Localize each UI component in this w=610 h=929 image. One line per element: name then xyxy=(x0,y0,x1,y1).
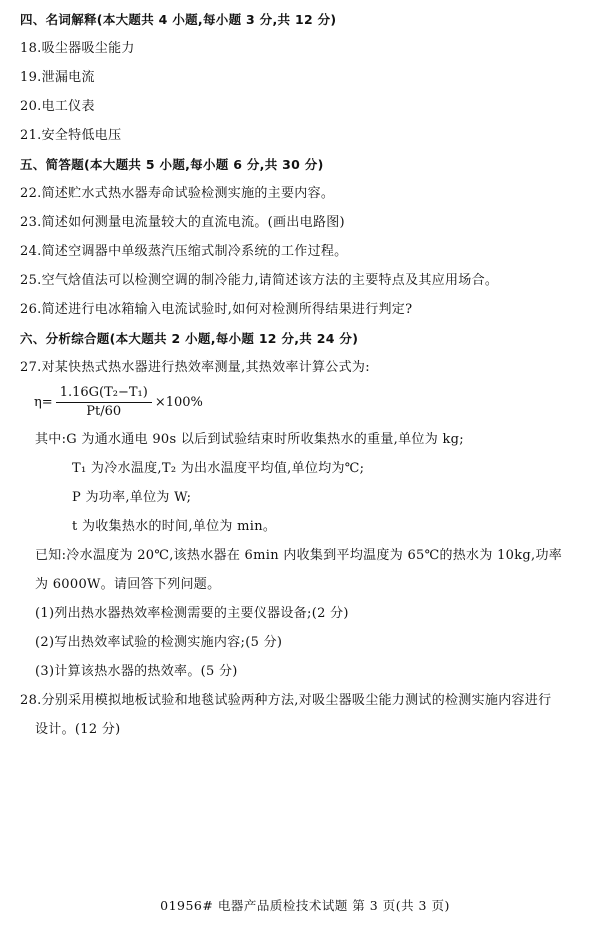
page-footer: 01956# 电器产品质检技术试题 第 3 页(共 3 页) xyxy=(160,898,450,913)
given-line-2: 为 6000W。请回答下列问题。 xyxy=(35,577,221,592)
efficiency-formula xyxy=(34,385,203,420)
formula-lhs: η= xyxy=(34,395,53,410)
formula-where-g: 其中:G 为通水通电 90s 以后到试验结束时所收集热水的重量,单位为 kg; xyxy=(35,432,464,447)
question-27-intro: 27.对某快热式热水器进行热效率测量,其热效率计算公式为: xyxy=(20,360,370,375)
question-23: 23.简述如何测量电流量较大的直流电流。(画出电路图) xyxy=(20,215,345,230)
question-25: 25.空气焓值法可以检测空调的制冷能力,请简述该方法的主要特点及其应用场合。 xyxy=(20,273,499,288)
question-22: 22.简述贮水式热水器寿命试验检测实施的主要内容。 xyxy=(20,186,335,201)
question-26: 26.简述进行电冰箱输入电流试验时,如何对检测所得结果进行判定? xyxy=(20,302,413,317)
question-20: 20.电工仪表 xyxy=(20,99,95,114)
sub-question-1: (1)列出热水器热效率检测需要的主要仪器设备;(2 分) xyxy=(35,606,349,621)
formula-denominator: Pt/60 xyxy=(86,404,122,419)
formula-suffix: ×100% xyxy=(154,395,203,410)
question-21: 21.安全特低电压 xyxy=(20,128,122,143)
section-heading-short-answer: 五、简答题(本大题共 5 小题,每小题 6 分,共 30 分) xyxy=(20,157,324,172)
formula-fraction xyxy=(56,385,152,420)
formula-numerator: 1.16G(T₂−T₁) xyxy=(56,385,152,403)
question-24: 24.简述空调器中单级蒸汽压缩式制冷系统的工作过程。 xyxy=(20,244,348,259)
question-28-line-1: 28.分别采用模拟地板试验和地毯试验两种方法,对吸尘器吸尘能力测试的检测实施内容进行 xyxy=(20,693,552,708)
formula-where-t: T₁ 为冷水温度,T₂ 为出水温度平均值,单位均为℃; xyxy=(72,461,365,476)
section-heading-analysis: 六、分析综合题(本大题共 2 小题,每小题 12 分,共 24 分) xyxy=(20,331,359,346)
formula-where-p: P 为功率,单位为 W; xyxy=(72,490,192,505)
question-28-line-2: 设计。(12 分) xyxy=(35,722,121,737)
given-line-1: 已知:冷水温度为 20℃,该热水器在 6min 内收集到平均温度为 65℃的热水为 10kg,功率 xyxy=(35,548,563,563)
formula-where-time: t 为收集热水的时间,单位为 min。 xyxy=(72,519,277,534)
sub-question-2: (2)写出热效率试验的检测实施内容;(5 分) xyxy=(35,635,283,650)
question-18: 18.吸尘器吸尘能力 xyxy=(20,41,135,56)
section-heading-definitions: 四、名词解释(本大题共 4 小题,每小题 3 分,共 12 分) xyxy=(20,12,337,27)
sub-question-3: (3)计算该热水器的热效率。(5 分) xyxy=(35,664,238,679)
question-19: 19.泄漏电流 xyxy=(20,70,95,85)
